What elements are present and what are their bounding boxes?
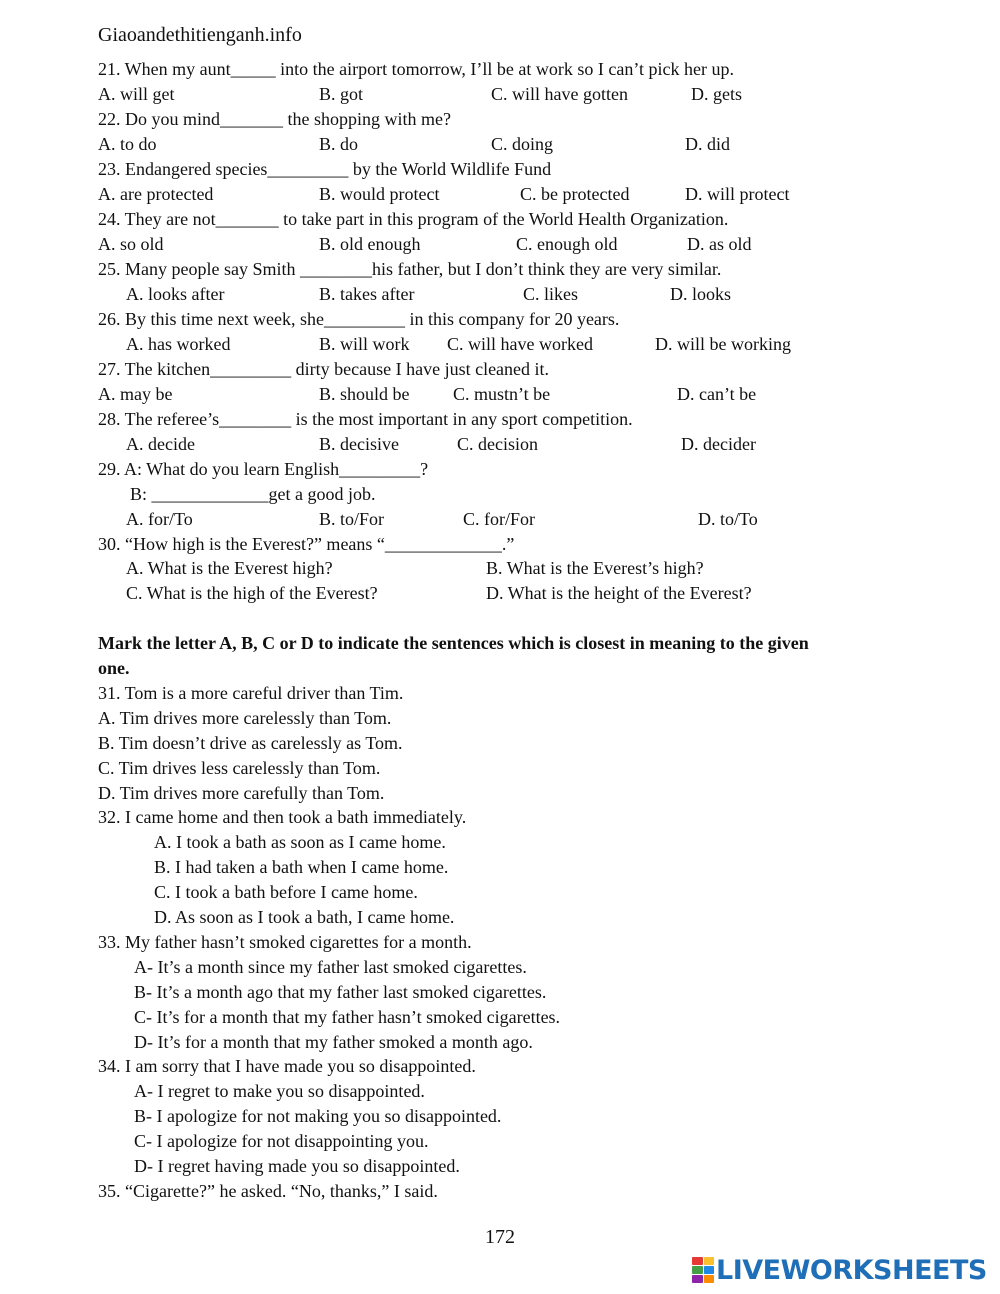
q26-option-a[interactable]: A. has worked [126, 334, 231, 354]
q28-option-c[interactable]: C. decision [457, 434, 538, 454]
question-27-stem: 27. The kitchen_________ dirty because I have just cleaned it. [98, 359, 550, 379]
q21-option-b[interactable]: B. got [319, 84, 364, 104]
page-number: 172 [485, 1226, 515, 1248]
q30-option-c[interactable]: C. What is the high of the Everest? [126, 583, 378, 603]
q31-option-a[interactable]: A. Tim drives more carelessly than Tom. [98, 708, 392, 728]
q32-option-b[interactable]: B. I had taken a bath when I came home. [154, 857, 449, 877]
section-instruction: Mark the letter A, B, C or D to indicate the sentences which is closest in meaning to the given [98, 633, 809, 653]
question-29-stem: 29. A: What do you learn English_________? [98, 459, 429, 479]
q25-option-c[interactable]: C. likes [523, 284, 579, 304]
q27-option-a[interactable]: A. may be [98, 384, 173, 404]
q23-option-d[interactable]: D. will protect [685, 184, 790, 204]
q24-option-c[interactable]: C. enough old [516, 234, 618, 254]
question-32-stem: 32. I came home and then took a bath immediately. [98, 807, 467, 827]
question-30-stem: 30. “How high is the Everest?” means “_____________.” [98, 534, 515, 554]
q27-option-b[interactable]: B. should be [319, 384, 410, 404]
question-26-stem: 26. By this time next week, she_________ in this company for 20 years. [98, 309, 620, 329]
q29-option-b[interactable]: B. to/For [319, 509, 385, 529]
q30-option-a[interactable]: A. What is the Everest high? [126, 558, 333, 578]
liveworksheets-logo[interactable] [692, 1252, 987, 1288]
q30-option-b[interactable]: B. What is the Everest’s high? [486, 558, 704, 578]
q25-option-d[interactable]: D. looks [670, 284, 732, 304]
question-34-stem: 34. I am sorry that I have made you so disappointed. [98, 1056, 476, 1076]
q32-option-c[interactable]: C. I took a bath before I came home. [154, 882, 418, 902]
q33-option-a[interactable]: A- It’s a month since my father last smoked cigarettes. [134, 957, 527, 977]
q26-option-c[interactable]: C. will have worked [447, 334, 593, 354]
logo-block [704, 1275, 715, 1283]
q28-option-d[interactable]: D. decider [681, 434, 756, 454]
q27-option-c[interactable]: C. mustn’t be [453, 384, 551, 404]
q32-option-d[interactable]: D. As soon as I took a bath, I came home. [154, 907, 455, 927]
q29-option-c[interactable]: C. for/For [463, 509, 535, 529]
q24-option-a[interactable]: A. so old [98, 234, 164, 254]
q22-option-c[interactable]: C. doing [491, 134, 554, 154]
q25-option-b[interactable]: B. takes after [319, 284, 415, 304]
question-35-stem: 35. “Cigarette?” he asked. “No, thanks,” I said. [98, 1181, 438, 1201]
q34-option-c[interactable]: C- I apologize for not disappointing you. [134, 1131, 429, 1151]
q23-option-a[interactable]: A. are protected [98, 184, 214, 204]
q27-option-d[interactable]: D. can’t be [677, 384, 757, 404]
q21-option-d[interactable]: D. gets [691, 84, 742, 104]
q21-option-c[interactable]: C. will have gotten [491, 84, 628, 104]
liveworksheets-logo-icon [692, 1257, 714, 1283]
q26-option-d[interactable]: D. will be working [655, 334, 791, 354]
logo-block [692, 1275, 703, 1283]
q24-option-b[interactable]: B. old enough [319, 234, 421, 254]
q34-option-d[interactable]: D- I regret having made you so disappointed. [134, 1156, 460, 1176]
q22-option-d[interactable]: D. did [685, 134, 730, 154]
question-25-stem: 25. Many people say Smith ________his father, but I don’t think they are very similar. [98, 259, 722, 279]
q22-option-a[interactable]: A. to do [98, 134, 157, 154]
q34-option-a[interactable]: A- I regret to make you so disappointed. [134, 1081, 425, 1101]
q33-option-b[interactable]: B- It’s a month ago that my father last smoked cigarettes. [134, 982, 547, 1002]
logo-block [704, 1257, 715, 1265]
q31-option-b[interactable]: B. Tim doesn’t drive as carelessly as Tom. [98, 733, 403, 753]
q33-option-c[interactable]: C- It’s for a month that my father hasn’t smoked cigarettes. [134, 1007, 561, 1027]
question-31-stem: 31. Tom is a more careful driver than Tim. [98, 683, 404, 703]
q31-option-c[interactable]: C. Tim drives less carelessly than Tom. [98, 758, 381, 778]
q22-option-b[interactable]: B. do [319, 134, 359, 154]
q30-option-d[interactable]: D. What is the height of the Everest? [486, 583, 752, 603]
question-29-stem-b: B: _____________get a good job. [130, 484, 376, 504]
section-instruction-cont: one. [98, 658, 130, 678]
question-33-stem: 33. My father hasn’t smoked cigarettes for a month. [98, 932, 472, 952]
question-21-stem: 21. When my aunt_____ into the airport tomorrow, I’ll be at work so I can’t pick her up. [98, 59, 735, 79]
q29-option-a[interactable]: A. for/To [126, 509, 193, 529]
liveworksheets-logo-text: LIVEWORKSHEETS [716, 1254, 987, 1286]
q32-option-a[interactable]: A. I took a bath as soon as I came home. [154, 832, 446, 852]
question-28-stem: 28. The referee’s________ is the most important in any sport competition. [98, 409, 633, 429]
question-23-stem: 23. Endangered species_________ by the World Wildlife Fund [98, 159, 552, 179]
q33-option-d[interactable]: D- It’s for a month that my father smoked a month ago. [134, 1032, 533, 1052]
logo-block [692, 1257, 703, 1265]
q31-option-d[interactable]: D. Tim drives more carefully than Tom. [98, 783, 385, 803]
q28-option-a[interactable]: A. decide [126, 434, 195, 454]
logo-block [692, 1266, 703, 1274]
q34-option-b[interactable]: B- I apologize for not making you so disappointed. [134, 1106, 502, 1126]
q28-option-b[interactable]: B. decisive [319, 434, 399, 454]
q24-option-d[interactable]: D. as old [687, 234, 752, 254]
question-24-stem: 24. They are not_______ to take part in this program of the World Health Organization. [98, 209, 729, 229]
logo-block [704, 1266, 715, 1274]
q21-option-a[interactable]: A. will get [98, 84, 175, 104]
q29-option-d[interactable]: D. to/To [698, 509, 758, 529]
site-header: Giaoandethitienganh.info [98, 24, 302, 46]
question-22-stem: 22. Do you mind_______ the shopping with me? [98, 109, 451, 129]
q26-option-b[interactable]: B. will work [319, 334, 410, 354]
q23-option-c[interactable]: C. be protected [520, 184, 630, 204]
q25-option-a[interactable]: A. looks after [126, 284, 225, 304]
q23-option-b[interactable]: B. would protect [319, 184, 440, 204]
